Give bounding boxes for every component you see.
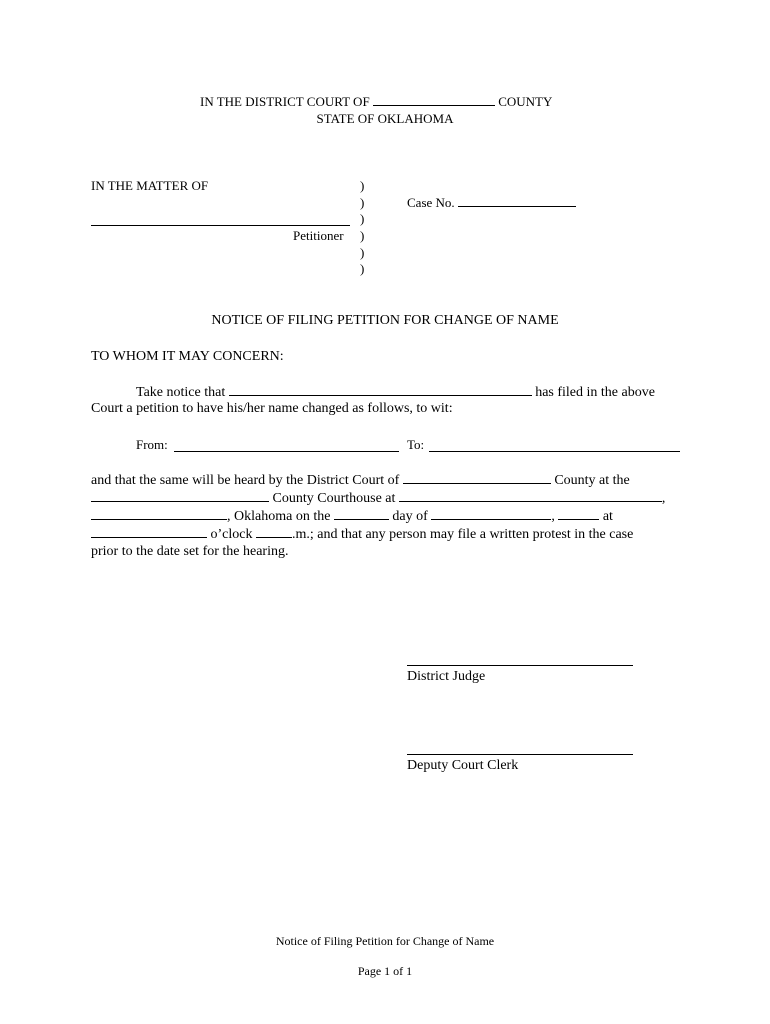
hearing-line-4: [91, 526, 633, 543]
day-blank[interactable]: [334, 508, 389, 520]
petitioner-name-line[interactable]: [91, 225, 350, 226]
hearing-line-1: [91, 472, 630, 489]
take-notice-text: Take notice that: [136, 385, 226, 400]
court-prefix: IN THE DISTRICT COURT OF: [200, 94, 370, 109]
notice-line-2: Court a petition to have his/her name changed as follows, to wit:: [91, 401, 453, 416]
judge-label: District Judge: [407, 669, 486, 684]
court-header-line: [200, 94, 552, 110]
caption-paren: ): [360, 228, 365, 243]
county-blank[interactable]: [373, 94, 495, 106]
has-filed-text: has filed in the above: [535, 385, 655, 400]
hearing-text: at: [602, 509, 613, 524]
clerk-label: Deputy Court Clerk: [407, 758, 519, 773]
document-title: NOTICE OF FILING PETITION FOR CHANGE OF NAME: [211, 313, 559, 328]
hour-blank[interactable]: [91, 526, 207, 538]
courthouse-address-blank[interactable]: [399, 490, 662, 502]
am-pm-blank[interactable]: [256, 526, 292, 538]
hearing-text: ,: [661, 491, 666, 506]
page-number: Page 1 of 1: [357, 964, 413, 978]
caption-paren: ): [360, 245, 365, 260]
case-no-label: Case No.: [407, 195, 455, 210]
from-name-line[interactable]: [174, 451, 399, 452]
court-suffix: COUNTY: [498, 94, 553, 109]
caption-paren: ): [360, 261, 365, 276]
caption-paren: ): [360, 195, 365, 210]
hearing-text: County at the: [554, 473, 630, 488]
hearing-text: ,: [551, 509, 555, 524]
year-blank[interactable]: [558, 508, 599, 520]
hearing-text: and that the same will be heard by the District Court of: [91, 473, 400, 488]
caption-paren: ): [360, 211, 365, 226]
hearing-text: County Courthouse at: [272, 491, 396, 506]
hearing-text: o’clock: [210, 527, 253, 542]
from-label: From:: [136, 437, 168, 452]
caption-paren: ): [360, 178, 365, 193]
case-no-blank[interactable]: [458, 195, 576, 207]
state-heading: STATE OF OKLAHOMA: [316, 111, 454, 126]
to-label: To:: [407, 437, 425, 452]
hearing-line-5: prior to the date set for the hearing.: [91, 544, 289, 559]
petitioner-label: Petitioner: [293, 228, 344, 243]
case-number-line: [407, 195, 576, 211]
notice-line-1: [136, 384, 655, 401]
hearing-text: .m.; and that any person may file a written protest in the case: [291, 527, 634, 542]
courthouse-county-blank[interactable]: [91, 490, 269, 502]
judge-signature-line[interactable]: [407, 665, 633, 666]
matter-label: IN THE MATTER OF: [91, 178, 209, 193]
hearing-text: , Oklahoma on the: [227, 509, 331, 524]
city-blank[interactable]: [91, 508, 227, 520]
to-name-line[interactable]: [429, 451, 680, 452]
clerk-signature-line[interactable]: [407, 754, 633, 755]
month-blank[interactable]: [431, 508, 551, 520]
hearing-line-3: [91, 508, 613, 525]
footer-title: Notice of Filing Petition for Change of Name: [275, 934, 495, 948]
petitioner-blank[interactable]: [229, 384, 532, 396]
salutation: TO WHOM IT MAY CONCERN:: [91, 349, 284, 364]
hearing-line-2: [91, 490, 665, 507]
district-county-blank[interactable]: [403, 472, 551, 484]
hearing-text: day of: [392, 509, 428, 524]
